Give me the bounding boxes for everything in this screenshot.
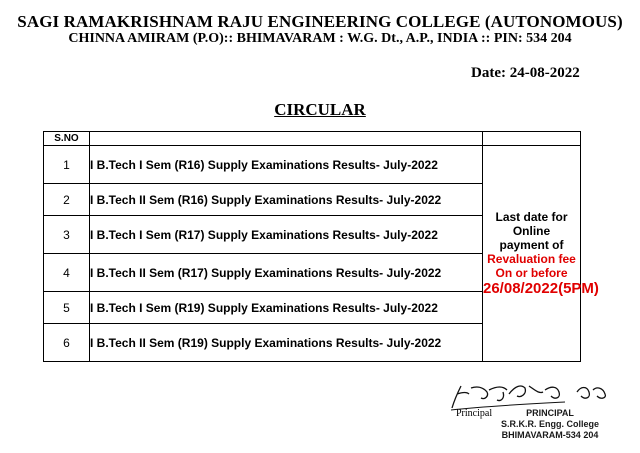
header-blank-cell (90, 132, 483, 146)
college-name: SAGI RAMAKRISHNAM RAJU ENGINEERING COLLEGE (AUTONOMOUS) (17, 12, 623, 31)
row-sno: 6 (44, 324, 90, 362)
row-result-link[interactable]: I B.Tech I Sem (R16) Supply Examinations Results- July-2022 (90, 146, 483, 184)
circular-title: CIRCULAR (274, 100, 366, 119)
table-header-row (44, 132, 581, 146)
row-result-link[interactable]: I B.Tech II Sem (R19) Supply Examinations Results- July-2022 (90, 324, 483, 362)
row-result-link[interactable]: I B.Tech I Sem (R17) Supply Examinations Results- July-2022 (90, 216, 483, 254)
principal-signature-block (447, 380, 627, 448)
table-row (44, 146, 581, 184)
row-sno: 4 (44, 254, 90, 292)
note-line-highlight: On or before (495, 266, 568, 280)
circular-date: Date: 24-08-2022 (471, 65, 580, 81)
row-result-link[interactable]: I B.Tech I Sem (R19) Supply Examinations Results- July-2022 (90, 292, 483, 324)
deadline-date: 26/08/2022(5PM) (483, 280, 599, 297)
note-line: Last date for Online (495, 210, 568, 238)
row-sno: 1 (44, 146, 90, 184)
circular-heading (0, 100, 640, 120)
principal-stamp (475, 408, 625, 441)
row-result-link[interactable]: I B.Tech II Sem (R16) Supply Examinations Results- July-2022 (90, 184, 483, 216)
note-line-highlight: Revaluation fee (487, 252, 576, 266)
stamp-college: S.R.K.R. Engg. College (500, 419, 599, 429)
header-blank-cell (483, 132, 581, 146)
signature-label: Principal (456, 408, 493, 419)
college-address: CHINNA AMIRAM (P.O):: BHIMAVARAM : W.G. Dt., A.P., INDIA :: PIN: 534 204 (68, 31, 572, 46)
stamp-location: BHIMAVARAM-534 204 (501, 430, 599, 440)
stamp-title: PRINCIPAL (526, 408, 574, 418)
results-table (43, 131, 599, 362)
note-line: payment of (499, 238, 564, 252)
row-sno: 3 (44, 216, 90, 254)
row-sno: 5 (44, 292, 90, 324)
row-sno: 2 (44, 184, 90, 216)
revaluation-note (483, 146, 599, 362)
row-result-link[interactable]: I B.Tech II Sem (R17) Supply Examinations Results- July-2022 (90, 254, 483, 292)
sno-header: S.NO (44, 132, 90, 146)
